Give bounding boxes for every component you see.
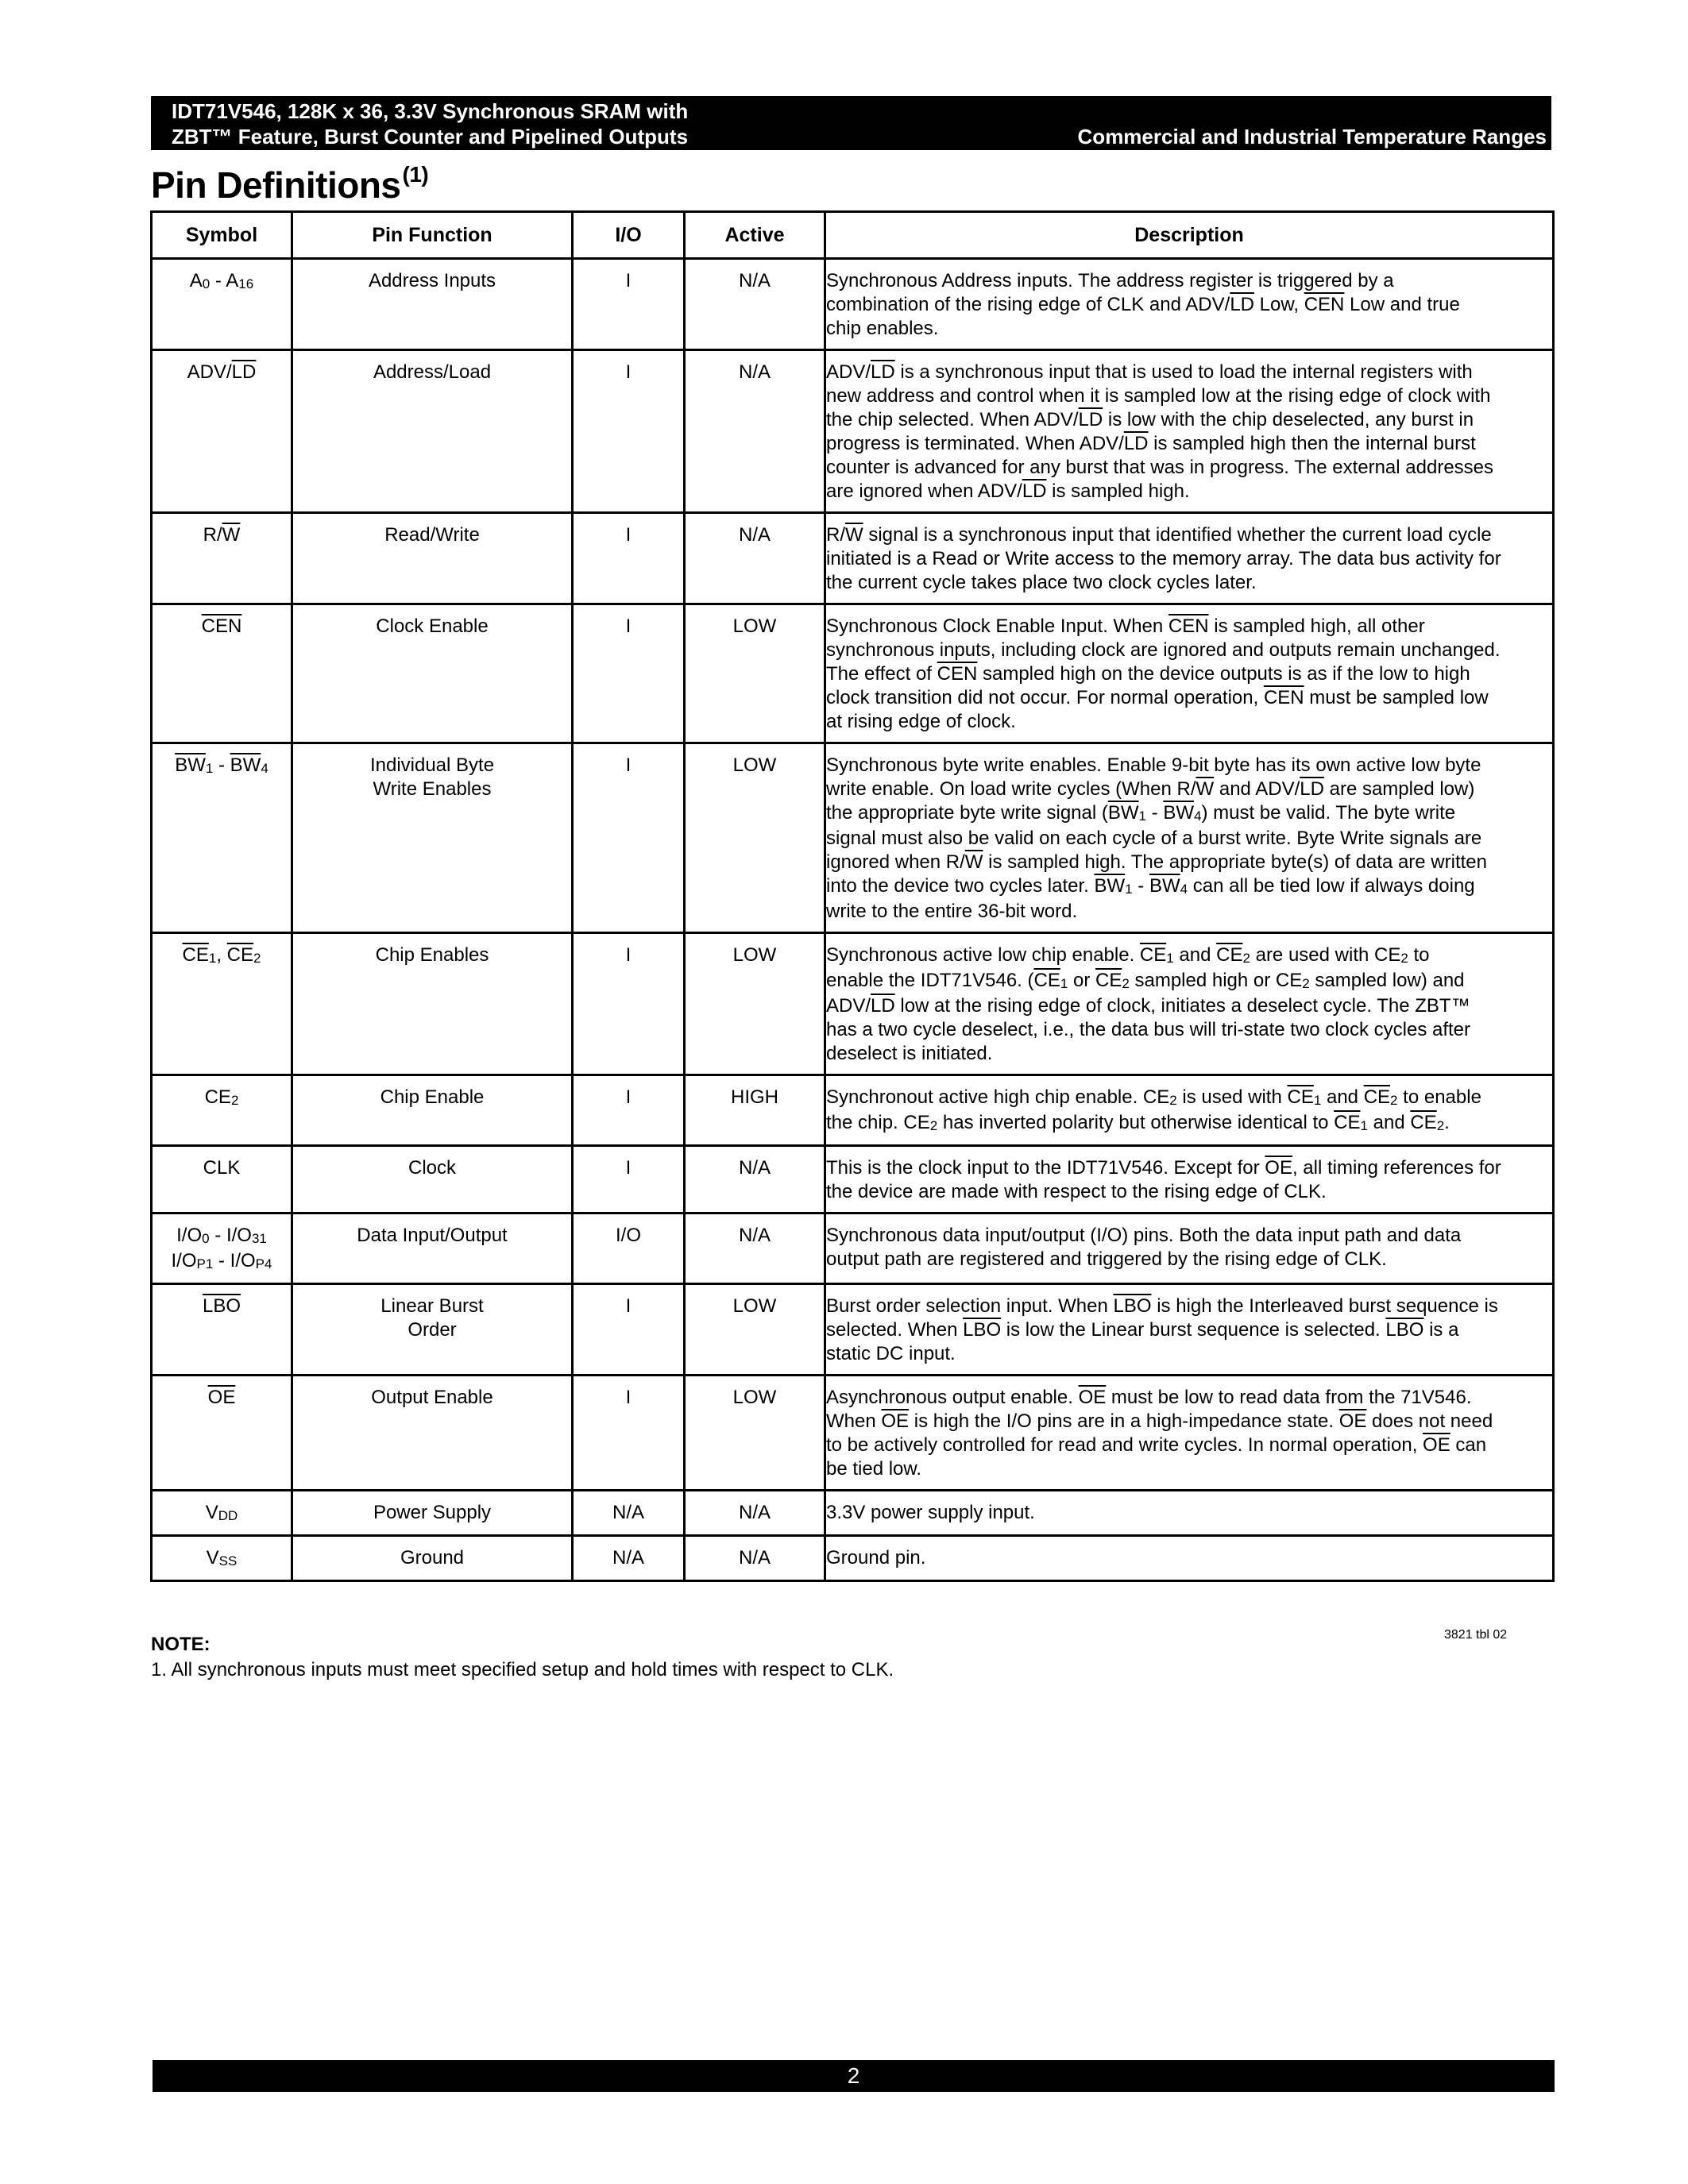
desc-text: initiated is a Read or Write access to the memory array. The data bus activity for — [826, 548, 1501, 569]
symbol-subscript: DD — [218, 1508, 238, 1523]
symbol-subscript: P4 — [255, 1256, 272, 1271]
column-header-io: I/O — [573, 212, 685, 259]
desc-overline: $\overline{CE}$ — [1216, 944, 1243, 966]
desc-overline: $\overline{CE}$ — [1334, 1112, 1361, 1133]
desc-subscript: 1 — [1125, 882, 1133, 897]
symbol-subscript: 16 — [238, 276, 254, 291]
desc-overline: $\overline{CE}$ — [1287, 1086, 1314, 1108]
desc-text: is a — [1423, 1319, 1459, 1341]
desc-overline: $\overline{CE}$ — [1033, 970, 1060, 991]
desc-overline: $\overline{W}$ — [964, 851, 983, 873]
symbol-text: V — [206, 1547, 219, 1569]
symbol-cell — [152, 1376, 292, 1491]
desc-overline: $\overline{CEN}$ — [937, 663, 978, 685]
desc-text: write enable. On load write cycles (When R/ — [826, 778, 1196, 800]
desc-text: to be actively controlled for read and write cycles. In normal operation, — [826, 1434, 1423, 1456]
desc-overline: $\overline{CE}$ — [1410, 1112, 1437, 1133]
description-cell — [825, 1075, 1554, 1146]
page-title — [151, 162, 428, 206]
desc-overline: $\overline{LD}$ — [1300, 778, 1324, 800]
active-cell: LOW — [685, 1376, 825, 1491]
table-row — [152, 1284, 1554, 1376]
io-cell: I — [573, 1376, 685, 1491]
desc-overline: $\overline{CE}$ — [1095, 970, 1122, 991]
description-cell — [825, 933, 1554, 1075]
desc-text: deselect is initiated. — [826, 1043, 993, 1064]
desc-overline: $\overline{LD}$ — [871, 995, 895, 1017]
page-title-text: Pin Definitions — [151, 164, 401, 206]
desc-text: signal must also be valid on each cycle of a burst write. Byte Write signals are — [826, 828, 1482, 849]
active-cell: N/A — [685, 1146, 825, 1214]
table-row — [152, 513, 1554, 604]
active-cell: HIGH — [685, 1075, 825, 1146]
desc-text: or — [1068, 970, 1096, 991]
function-cell: Chip Enable — [292, 1075, 573, 1146]
column-header-symbol: Symbol — [152, 212, 292, 259]
symbol-cell — [152, 1214, 292, 1284]
desc-overline: $\overline{OE}$ — [1423, 1434, 1450, 1456]
symbol-overline: $\overline{W}$ — [222, 524, 241, 546]
desc-text: be tied low. — [826, 1458, 922, 1480]
function-cell: Chip Enables — [292, 933, 573, 1075]
description-cell — [825, 1491, 1554, 1536]
desc-text: chip enables. — [826, 318, 939, 339]
description-cell — [825, 1284, 1554, 1376]
symbol-text: , — [216, 944, 227, 966]
function-cell: Data Input/Output — [292, 1214, 573, 1284]
desc-text: is high the I/O pins are in a high-impedance state. — [909, 1410, 1339, 1432]
desc-text: - — [1132, 875, 1149, 897]
symbol-overline: $\overline{BW}$ — [175, 754, 206, 776]
desc-text: the current cycle takes place two clock cycles later. — [826, 572, 1257, 593]
symbol-text: - A — [210, 270, 239, 291]
desc-text: Asynchronous output enable. — [826, 1387, 1079, 1408]
table-row — [152, 1491, 1554, 1536]
desc-overline: $\overline{LD}$ — [1123, 433, 1149, 454]
desc-text: new address and control when it is sampled low at the rising edge of clock with — [826, 385, 1491, 407]
desc-overline: $\overline{CE}$ — [1139, 944, 1167, 966]
desc-overline: $\overline{LBO}$ — [1113, 1295, 1152, 1317]
note-text: 1. All synchronous inputs must meet specified setup and hold times with respect to CLK. — [151, 1659, 894, 1680]
active-cell: LOW — [685, 933, 825, 1075]
page-number: 2 — [847, 2063, 860, 2088]
table-row — [152, 743, 1554, 933]
desc-overline: $\overline{BW}$ — [1094, 875, 1126, 897]
desc-text: ADV/ — [826, 995, 871, 1017]
symbol-subscript: 2 — [230, 1093, 239, 1108]
symbol-subscript: 1 — [205, 761, 214, 776]
column-header-description: Description — [825, 212, 1554, 259]
desc-text: Low, — [1254, 294, 1304, 315]
symbol-cell — [152, 259, 292, 350]
table-row — [152, 933, 1554, 1075]
symbol-text: I/O — [176, 1225, 203, 1246]
desc-text: ) must be valid. The byte write — [1201, 802, 1456, 824]
active-cell: LOW — [685, 743, 825, 933]
symbol-overline: $\overline{CE}$ — [182, 944, 209, 966]
symbol-text: R/ — [203, 524, 222, 546]
desc-overline: $\overline{LD}$ — [871, 361, 895, 383]
table-row — [152, 1146, 1554, 1214]
desc-overline: $\overline{CEN}$ — [1263, 687, 1304, 708]
desc-subscript: 1 — [1360, 1118, 1368, 1133]
desc-overline: $\overline{BW}$ — [1163, 802, 1194, 824]
desc-text: to enable — [1397, 1086, 1481, 1108]
desc-overline: $\overline{OE}$ — [1265, 1157, 1292, 1179]
desc-text: has inverted polarity but otherwise identical to — [937, 1112, 1335, 1133]
desc-text: are ignored when ADV/ — [826, 480, 1022, 502]
symbol-subscript: 0 — [202, 1231, 210, 1246]
desc-subscript: 1 — [1060, 976, 1068, 991]
desc-text: is low with the chip deselected, any burst in — [1103, 409, 1474, 430]
desc-text: to — [1408, 944, 1430, 966]
description-cell — [825, 259, 1554, 350]
desc-text: . — [1444, 1112, 1450, 1133]
desc-text: counter is advanced for any burst that was in progress. The external addresses — [826, 457, 1494, 478]
desc-subscript: 2 — [1400, 951, 1408, 966]
desc-text: has a two cycle deselect, i.e., the data bus will tri-state two clock cycles after — [826, 1019, 1471, 1040]
note-label: NOTE: — [151, 1634, 211, 1655]
desc-overline: $\overline{BW}$ — [1107, 802, 1139, 824]
header-bar — [151, 96, 1551, 150]
function-text: Write Enables — [373, 778, 492, 800]
description-cell — [825, 513, 1554, 604]
description-cell — [825, 1536, 1554, 1581]
description-cell — [825, 1214, 1554, 1284]
desc-text: must be sampled low — [1304, 687, 1489, 708]
symbol-overline: $\overline{OE}$ — [207, 1387, 236, 1408]
description-cell — [825, 1146, 1554, 1214]
io-cell: I — [573, 743, 685, 933]
symbol-cell — [152, 1491, 292, 1536]
active-cell: LOW — [685, 1284, 825, 1376]
desc-subscript: 1 — [1138, 808, 1146, 824]
desc-overline: $\overline{LD}$ — [1230, 294, 1254, 315]
desc-overline: $\overline{CEN}$ — [1304, 294, 1345, 315]
desc-text: write to the entire 36-bit word. — [826, 901, 1078, 922]
desc-text: ignored when R/ — [826, 851, 965, 873]
desc-text: the device are made with respect to the rising edge of CLK. — [826, 1181, 1327, 1202]
table-row — [152, 259, 1554, 350]
desc-subscript: 2 — [1242, 951, 1250, 966]
symbol-cell — [152, 1284, 292, 1376]
desc-subscript: 4 — [1194, 808, 1202, 824]
desc-text: sampled low) and — [1309, 970, 1465, 991]
symbol-cell — [152, 350, 292, 513]
io-cell: I — [573, 604, 685, 743]
desc-overline: $\overline{LD}$ — [1022, 480, 1047, 502]
function-cell: Address Inputs — [292, 259, 573, 350]
desc-subscript: 2 — [1302, 976, 1310, 991]
symbol-subscript: SS — [218, 1553, 238, 1569]
header-temperature-range: Commercial and Industrial Temperature Ranges — [1077, 125, 1547, 149]
desc-overline: $\overline{OE}$ — [1338, 1410, 1367, 1432]
desc-text: synchronous inputs, including clock are ignored and outputs remain unchanged. — [826, 639, 1501, 661]
function-cell: Clock — [292, 1146, 573, 1214]
column-header-active: Active — [685, 212, 825, 259]
desc-text: Low and true — [1344, 294, 1460, 315]
symbol-text: I/O — [171, 1250, 197, 1271]
io-cell: I — [573, 1146, 685, 1214]
symbol-text: - I/O — [213, 1250, 256, 1271]
desc-text: static DC input. — [826, 1343, 956, 1364]
desc-subscript: 2 — [1390, 1093, 1398, 1108]
desc-text: When — [826, 1410, 882, 1432]
table-reference: 3821 tbl 02 — [1444, 1628, 1508, 1642]
desc-subscript: 2 — [1122, 976, 1130, 991]
function-cell — [292, 743, 573, 933]
desc-subscript: 1 — [1313, 1093, 1322, 1108]
page-title-footnote-ref: (1) — [402, 162, 429, 187]
desc-overline: $\overline{CE}$ — [1363, 1086, 1391, 1108]
function-cell: Output Enable — [292, 1376, 573, 1491]
header-title-line1: IDT71V546, 128K x 36, 3.3V Synchronous SRAM with — [172, 99, 689, 123]
desc-text: can — [1450, 1434, 1487, 1456]
desc-text: Synchronout active high chip enable. CE — [826, 1086, 1170, 1108]
desc-subscript: 1 — [1166, 951, 1174, 966]
table-row — [152, 1536, 1554, 1581]
desc-text: Synchronous active low chip enable. — [826, 944, 1140, 966]
active-cell: N/A — [685, 259, 825, 350]
function-cell: Power Supply — [292, 1491, 573, 1536]
table-row — [152, 350, 1554, 513]
desc-overline: $\overline{OE}$ — [1078, 1387, 1107, 1408]
symbol-subscript: 2 — [253, 951, 261, 966]
symbol-text: ADV/ — [187, 361, 232, 383]
desc-text: and — [1321, 1086, 1364, 1108]
symbol-cell — [152, 604, 292, 743]
pin-definitions-table — [150, 210, 1555, 1582]
desc-text: the chip selected. When ADV/ — [826, 409, 1079, 430]
function-cell: Ground — [292, 1536, 573, 1581]
footer-bar — [153, 2060, 1555, 2092]
symbol-subscript: 0 — [202, 276, 211, 291]
active-cell: N/A — [685, 350, 825, 513]
desc-text: is sampled high. The appropriate byte(s) of data are written — [983, 851, 1487, 873]
function-cell: Clock Enable — [292, 604, 573, 743]
desc-text: Synchronous data input/output (I/O) pins. Both the data input path and data — [826, 1225, 1462, 1246]
desc-text: Ground pin. — [826, 1547, 926, 1569]
symbol-subscript: 1 — [208, 951, 217, 966]
description-cell — [825, 1376, 1554, 1491]
desc-text: at rising edge of clock. — [826, 711, 1016, 732]
symbol-overline: $\overline{LD}$ — [231, 361, 257, 383]
desc-text: is used with — [1176, 1086, 1288, 1108]
symbol-overline: $\overline{CEN}$ — [201, 615, 242, 637]
symbol-subscript: 4 — [261, 761, 268, 776]
desc-overline: $\overline{BW}$ — [1149, 875, 1180, 897]
symbol-text: V — [205, 1502, 218, 1523]
symbol-cell — [152, 743, 292, 933]
active-cell: N/A — [685, 1536, 825, 1581]
active-cell: LOW — [685, 604, 825, 743]
table-header-row — [152, 212, 1554, 259]
desc-text: Synchronous Clock Enable Input. When — [826, 615, 1168, 637]
desc-text: and — [1367, 1112, 1411, 1133]
desc-text: is sampled high. — [1046, 480, 1190, 502]
desc-subscript: 4 — [1180, 882, 1188, 897]
function-text: Order — [408, 1319, 457, 1341]
symbol-overline: $\overline{BW}$ — [230, 754, 261, 776]
desc-text: are sampled low) — [1323, 778, 1475, 800]
desc-text: is a synchronous input that is used to load the internal registers with — [894, 361, 1473, 383]
column-header-pin-function: Pin Function — [292, 212, 573, 259]
desc-text: does not need — [1366, 1410, 1493, 1432]
symbol-subscript: 31 — [251, 1231, 267, 1246]
desc-text: the chip. CE — [826, 1112, 930, 1133]
symbol-cell — [152, 1075, 292, 1146]
table-row — [152, 1214, 1554, 1284]
description-cell — [825, 604, 1554, 743]
io-cell: I — [573, 259, 685, 350]
desc-text: and ADV/ — [1214, 778, 1300, 800]
desc-text: ADV/ — [826, 361, 871, 383]
symbol-subscript: P1 — [196, 1256, 214, 1271]
function-cell: Address/Load — [292, 350, 573, 513]
desc-overline: $\overline{LBO}$ — [1385, 1319, 1424, 1341]
io-cell: N/A — [573, 1491, 685, 1536]
desc-text: selected. When — [826, 1319, 964, 1341]
desc-text: output path are registered and triggered by the rising edge of CLK. — [826, 1248, 1387, 1270]
function-text: Individual Byte — [369, 754, 495, 776]
function-text: Linear Burst — [380, 1295, 484, 1317]
header-title-line2: ZBT™ Feature, Burst Counter and Pipelined Outputs — [172, 125, 689, 149]
desc-text: Burst order selection input. When — [826, 1295, 1114, 1317]
desc-text: sampled high on the device outputs is as if the low to high — [977, 663, 1470, 685]
description-cell — [825, 350, 1554, 513]
table-row — [152, 1075, 1554, 1146]
table-row — [152, 1376, 1554, 1491]
symbol-overline: $\overline{LBO}$ — [202, 1295, 241, 1317]
desc-text: The effect of — [826, 663, 937, 685]
desc-text: Synchronous Address inputs. The address register is triggered by a — [826, 270, 1394, 291]
desc-overline: $\overline{W}$ — [1196, 778, 1215, 800]
desc-text: This is the clock input to the IDT71V546. Except for — [826, 1157, 1265, 1179]
io-cell: I — [573, 1075, 685, 1146]
symbol-text: - I/O — [209, 1225, 252, 1246]
symbol-text: - — [213, 754, 230, 776]
desc-text: into the device two cycles later. — [826, 875, 1095, 897]
table-row — [152, 604, 1554, 743]
function-cell: Read/Write — [292, 513, 573, 604]
desc-text: combination of the rising edge of CLK and ADV/ — [826, 294, 1230, 315]
desc-subscript: 2 — [929, 1118, 938, 1133]
desc-text: R/ — [826, 524, 845, 546]
active-cell: N/A — [685, 1214, 825, 1284]
symbol-text: CLK — [203, 1157, 241, 1179]
desc-text: is sampled high then the internal burst — [1148, 433, 1476, 454]
io-cell: I — [573, 513, 685, 604]
desc-text: progress is terminated. When ADV/ — [826, 433, 1124, 454]
symbol-cell — [152, 1146, 292, 1214]
desc-text: is low the Linear burst sequence is selected. — [1001, 1319, 1386, 1341]
symbol-cell — [152, 933, 292, 1075]
io-cell: N/A — [573, 1536, 685, 1581]
desc-text: are used with CE — [1250, 944, 1401, 966]
io-cell: I — [573, 933, 685, 1075]
active-cell: N/A — [685, 513, 825, 604]
desc-subscript: 2 — [1169, 1093, 1177, 1108]
desc-text: is sampled high, all other — [1208, 615, 1425, 637]
desc-text: signal is a synchronous input that identified whether the current load cycle — [863, 524, 1492, 546]
desc-text: , all timing references for — [1292, 1157, 1501, 1179]
io-cell: I — [573, 1284, 685, 1376]
symbol-overline: $\overline{CE}$ — [226, 944, 254, 966]
desc-overline: $\overline{CEN}$ — [1168, 615, 1209, 637]
symbol-cell — [152, 513, 292, 604]
symbol-text: CE — [204, 1086, 231, 1108]
symbol-text: A — [189, 270, 203, 291]
desc-text: and — [1173, 944, 1217, 966]
desc-overline: $\overline{LBO}$ — [963, 1319, 1002, 1341]
desc-text: enable the IDT71V546. ( — [826, 970, 1034, 991]
desc-text: low at the rising edge of clock, initiates a deselect cycle. The ZBT™ — [894, 995, 1470, 1017]
io-cell: I — [573, 350, 685, 513]
desc-text: - — [1146, 802, 1164, 824]
desc-text: 3.3V power supply input. — [826, 1502, 1035, 1523]
desc-overline: $\overline{LD}$ — [1078, 409, 1103, 430]
desc-text: sampled high or CE — [1129, 970, 1303, 991]
desc-text: clock transition did not occur. For normal operation, — [826, 687, 1264, 708]
desc-subscript: 2 — [1436, 1118, 1445, 1133]
function-cell — [292, 1284, 573, 1376]
desc-text: is high the Interleaved burst sequence is — [1151, 1295, 1498, 1317]
desc-overline: $\overline{OE}$ — [881, 1410, 910, 1432]
io-cell: I/O — [573, 1214, 685, 1284]
active-cell: N/A — [685, 1491, 825, 1536]
desc-overline: $\overline{W}$ — [845, 524, 863, 546]
desc-text: must be low to read data from the 71V546. — [1106, 1387, 1472, 1408]
symbol-cell — [152, 1536, 292, 1581]
description-cell — [825, 743, 1554, 933]
desc-text: can all be tied low if always doing — [1188, 875, 1475, 897]
desc-text: Synchronous byte write enables. Enable 9-bit byte has its own active low byte — [826, 754, 1481, 776]
desc-text: the appropriate byte write signal ( — [826, 802, 1108, 824]
